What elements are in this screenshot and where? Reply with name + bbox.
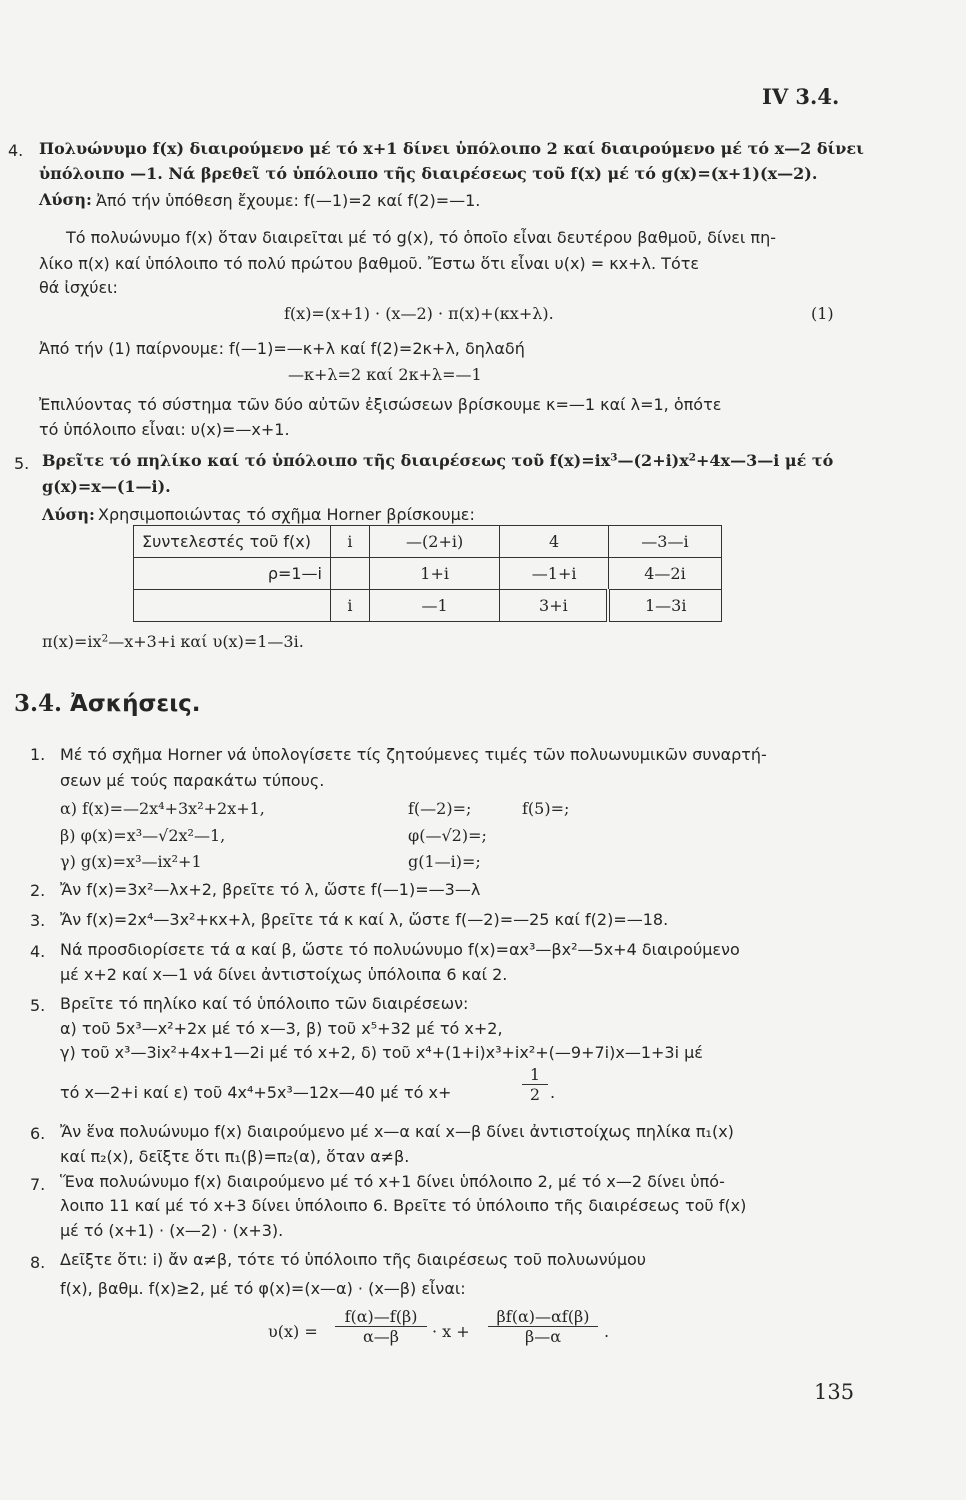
example-number: 5. <box>14 454 30 473</box>
exercise-text: α) τοῦ 5x³—x²+2x μέ τό x—3, β) τοῦ x⁵+32 μέ τό x+2, <box>60 1019 503 1038</box>
exercise-text: μέ x+2 καί x—1 νά δίνει ἀντιστοίχως ὑπόλοιπα 6 καί 2. <box>60 965 508 984</box>
exercise-number: 7. <box>30 1175 46 1194</box>
horner-table <box>133 525 722 622</box>
exercise-item: β) φ(x)=x³—√2x²—1, <box>60 826 226 845</box>
table-cell: 4 <box>500 526 609 558</box>
exercise-number: 1. <box>30 745 46 764</box>
table-cell: —1+i <box>500 558 609 590</box>
exercise-text: Ἄν ἕνα πολυώνυμο f(x) διαιρούμενο μέ x—α καί x—β δίνει ἀντιστοίχως πηλίκα π₁(x) <box>60 1122 734 1141</box>
table-cell: 3+i <box>500 590 609 622</box>
table-row <box>134 590 722 622</box>
solution-line: λίκο π(x) καί ὑπόλοιπο τό πολύ πρώτου βαθμοῦ. Ἔστω ὅτι εἶναι υ(x) = κx+λ. Τότε <box>39 254 700 273</box>
table-cell <box>134 590 331 622</box>
table-cell: i <box>331 526 370 558</box>
example-number: 4. <box>8 141 24 160</box>
exercise-number: 5. <box>30 996 46 1015</box>
solution-line: θά ἰσχύει: <box>39 278 118 297</box>
exercise-number: 3. <box>30 911 46 930</box>
exercise-text: Νά προσδιορίσετε τά α καί β, ὥστε τό πολυώνυμο f(x)=αx³—βx²—5x+4 διαιρούμενο <box>60 940 740 959</box>
example-title-line-1: Πολυώνυμο f(x) διαιρούμενο μέ τό x+1 δίνει ὑπόλοιπο 2 καί διαιρούμενο μέ τό x—2 δίνει <box>39 139 864 158</box>
exercise-text: τό x—2+i καί ε) τοῦ 4x⁴+5x³—12x—40 μέ τό x+ <box>60 1083 452 1102</box>
equation-tag: (1) <box>811 304 834 323</box>
exercise-text: γ) τοῦ x³—3ix²+4x+1—2i μέ τό x+2, δ) τοῦ x⁴+(1+i)x³+ix²+(—9+7i)x—1+3i μέ <box>60 1043 703 1062</box>
solution-label: Λύση: <box>39 190 92 209</box>
exercise-item: γ) g(x)=x³—ix²+1 <box>60 852 202 871</box>
section-reference: IV 3.4. <box>762 84 840 109</box>
formula-middle: · x + <box>432 1322 470 1341</box>
solution-label: Λύση: <box>42 505 95 524</box>
example-title-line-2: ὑπόλοιπο —1. Νά βρεθεῖ τό ὑπόλοιπο τῆς διαιρέσεως τοῦ f(x) μέ τό g(x)=(x+1)(x—2). <box>39 164 818 183</box>
solution-line: Ἀπό τήν (1) παίρνουμε: f(—1)=—κ+λ καί f(2)=2κ+λ, δηλαδή <box>39 339 525 358</box>
table-cell: —(2+i) <box>369 526 499 558</box>
exercise-text: καί π₂(x), δεῖξτε ὅτι π₁(β)=π₂(α), ὅταν α≠β. <box>60 1147 410 1166</box>
exercise-text: Ἄν f(x)=3x²—λx+2, βρεῖτε τό λ, ὥστε f(—1)=—3—λ <box>60 880 481 899</box>
solution-line: τό ὑπόλοιπο εἶναι: υ(x)=—x+1. <box>39 420 290 439</box>
table-cell: ρ=1—i <box>134 558 331 590</box>
solution-line: Ἀπό τήν ὑπόθεση ἔχουμε: f(—1)=2 καί f(2)=—1. <box>96 191 481 210</box>
period: . <box>604 1322 610 1341</box>
table-cell: 1+i <box>369 558 499 590</box>
exercise-number: 8. <box>30 1253 46 1272</box>
example-title-line-2: g(x)=x—(1—i). <box>42 477 171 496</box>
table-cell <box>331 558 370 590</box>
page-number: 135 <box>814 1380 855 1404</box>
exercise-text: μέ τό (x+1) · (x—2) · (x+3). <box>60 1221 284 1240</box>
equation-1: f(x)=(x+1) · (x—2) · π(x)+(κx+λ). <box>284 304 554 323</box>
exercise-number: 6. <box>30 1124 46 1143</box>
table-row <box>134 558 722 590</box>
solution-line: Ἐπιλύοντας τό σύστημα τῶν δύο αὐτῶν ἐξισώσεων βρίσκουμε κ=—1 καί λ=1, ὁπότε <box>39 395 722 414</box>
exercise-text: Βρεῖτε τό πηλίκο καί τό ὑπόλοιπο τῶν διαιρέσεων: <box>60 994 469 1013</box>
period: . <box>550 1083 556 1102</box>
exercise-text: Ἕνα πολυώνυμο f(x) διαιρούμενο μέ τό x+1 δίνει ὑπόλοιπο 2, μέ τό x—2 δίνει ὑπό- <box>60 1172 725 1191</box>
result-line: $\pi(x)=ix^2—x+3+i$ καί υ(x)=1—3i. <box>42 632 304 651</box>
solution-line: Χρησιμοποιώντας τό σχῆμα Horner βρίσκουμε: <box>98 505 475 524</box>
exercise-item: α) f(x)=—2x⁴+3x²+2x+1, <box>60 799 265 818</box>
fraction-2: $\frac{\beta f(\alpha)—\alpha f(\beta)}{\beta—\alpha}$ <box>488 1307 598 1346</box>
exercise-value: f(5)=; <box>522 799 570 818</box>
exercise-text: σεων μέ τούς παρακάτω τύπους. <box>60 771 325 790</box>
table-row <box>134 526 722 558</box>
exercise-value: f(—2)=; <box>408 799 472 818</box>
table-cell: 4—2i <box>608 558 721 590</box>
table-cell: 1—3i <box>608 590 721 622</box>
exercise-number: 4. <box>30 942 46 961</box>
table-cell: i <box>331 590 370 622</box>
exercise-text: Δεῖξτε ὅτι: i) ἄν α≠β, τότε τό ὑπόλοιπο τῆς διαιρέσεως τοῦ πολυωνύμου <box>60 1250 647 1269</box>
solution-line: Τό πολυώνυμο f(x) ὅταν διαιρεῖται μέ τό g(x), τό ὁποῖο εἶναι δευτέρου βαθμοῦ, δίνει πη- <box>66 228 776 247</box>
exercise-value: φ(—√2)=; <box>408 826 487 845</box>
solution-system: —κ+λ=2 καί 2κ+λ=—1 <box>288 365 482 384</box>
example-title-line-1: Βρεῖτε τό πηλίκο καί τό ὑπόλοιπο τῆς διαιρέσεως τοῦ $f(x)=ix^3—(2+i)x^2+4x—3—i$ μέ τό <box>42 451 834 470</box>
section-heading: 3.4. Ἀσκήσεις. <box>14 690 201 717</box>
table-cell: —1 <box>369 590 499 622</box>
table-cell: —3—i <box>608 526 721 558</box>
exercise-text: Μέ τό σχῆμα Horner νά ὑπολογίσετε τίς ζητούμενες τιμές τῶν πολυωνυμικῶν συναρτή- <box>60 745 767 764</box>
exercise-text: λοιπο 11 καί μέ τό x+3 δίνει ὑπόλοιπο 6. Βρεῖτε τό ὑπόλοιπο τῆς διαιρέσεως τοῦ f(x) <box>60 1196 747 1215</box>
fraction-one-half: $\frac{1}{2}$ <box>522 1065 548 1104</box>
exercise-number: 2. <box>30 881 46 900</box>
exercise-value: g(1—i)=; <box>408 852 481 871</box>
fraction-1: $\frac{f(\alpha)—f(\beta)}{\alpha—\beta}$ <box>335 1307 427 1346</box>
exercise-text: f(x), βαθμ. f(x)≥2, μέ τό φ(x)=(x—α) · (x—β) εἶναι: <box>60 1279 466 1298</box>
formula-lhs: υ(x) = <box>268 1322 318 1341</box>
exercise-text: Ἄν f(x)=2x⁴—3x²+κx+λ, βρεῖτε τά κ καί λ, ὥστε f(—2)=—25 καί f(2)=—18. <box>60 910 669 929</box>
table-cell: Συντελεστές τοῦ f(x) <box>134 526 331 558</box>
